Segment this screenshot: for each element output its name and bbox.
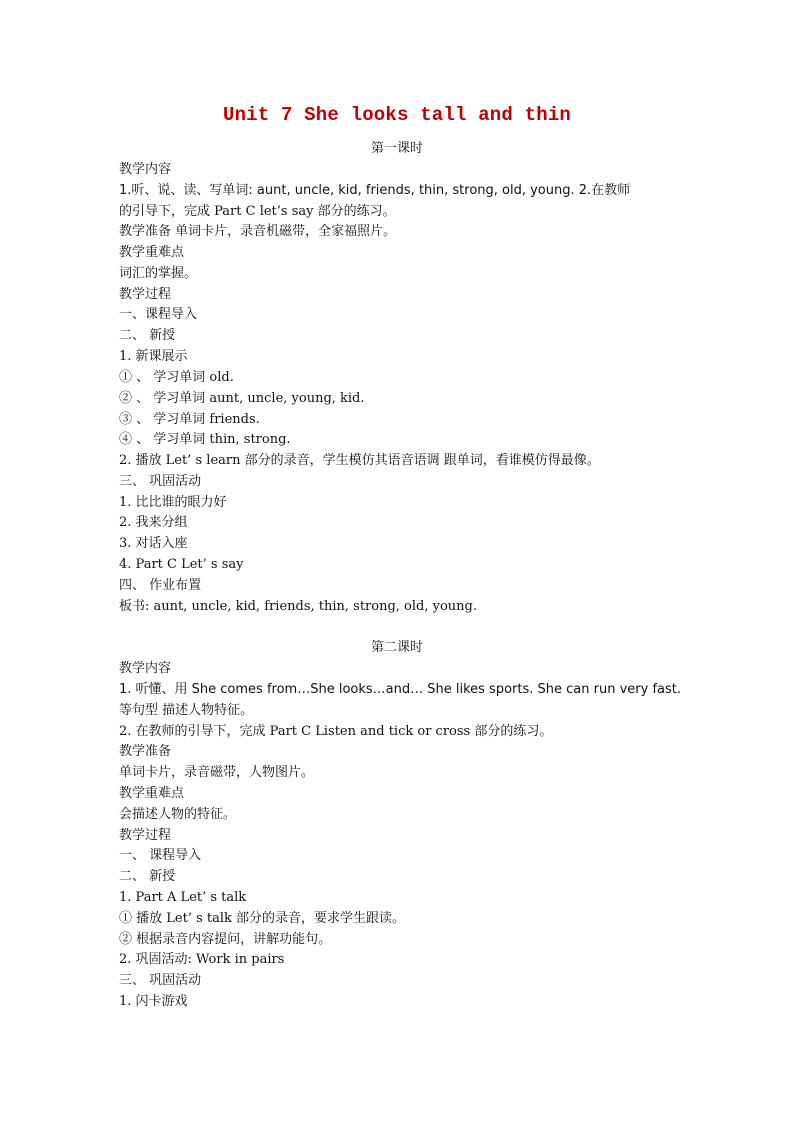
- lesson1-word2: ② 、 学习单词 aunt, uncle, young, kid.: [119, 391, 365, 406]
- lesson2-talk1: ① 播放 Let’ s talk 部分的录音，要求学生跟读。: [119, 911, 406, 926]
- lesson2-content-line1: 1. 听懂、用 She comes from…She looks…and… She likes sports. She can run very fast.: [119, 682, 681, 697]
- lesson1-focus-label: 教学重难点: [119, 245, 185, 260]
- lesson1-process-label: 教学过程: [119, 287, 172, 302]
- lesson1-activity1: 1. 比比谁的眼力好: [119, 495, 227, 510]
- lesson1-step2: 二、 新授: [119, 328, 176, 343]
- lesson1-step2-2: 2. 播放 Let’ s learn 部分的录音，学生模仿其语音语调 跟单词，看谁模仿得最像。: [119, 453, 600, 468]
- lesson2-step2-1: 1. Part A Let’ s talk: [119, 890, 247, 905]
- lesson1-step4: 四、 作业布置: [119, 578, 202, 593]
- lesson1-content-label: 教学内容: [119, 162, 172, 177]
- lesson2-content-line2: 等句型 描述人物特征。: [119, 703, 254, 718]
- lesson2-prep: 单词卡片，录音磁带，人物图片。: [119, 765, 315, 780]
- lesson2-heading: 第二课时: [370, 640, 423, 655]
- lesson1-board: 板书: aunt, uncle, kid, friends, thin, strong, old, young.: [119, 599, 477, 614]
- lesson2-focus-label: 教学重难点: [119, 786, 185, 801]
- lesson1-activity2: 2. 我来分组: [119, 515, 188, 530]
- lesson1-focus: 词汇的掌握。: [119, 266, 198, 281]
- lesson1-word4: ④ 、 学习单词 thin, strong.: [119, 432, 291, 447]
- lesson1-activity4: 4. Part C Let’ s say: [119, 557, 244, 572]
- lesson1-word3: ③ 、 学习单词 friends.: [119, 412, 260, 427]
- lesson1-content-line2: 的引导下，完成 Part C let’s say 部分的练习。: [119, 204, 396, 219]
- lesson1-word1: ① 、 学习单词 old.: [119, 370, 234, 385]
- lesson2-content-label: 教学内容: [119, 661, 172, 676]
- lesson1-step2-1: 1. 新课展示: [119, 349, 188, 364]
- lesson2-step2: 二、 新授: [119, 869, 176, 884]
- lesson1-heading: 第一课时: [370, 141, 423, 156]
- lesson2-talk2: ② 根据录音内容提问，讲解功能句。: [119, 932, 332, 947]
- lesson2-content-line3: 2. 在教师的引导下，完成 Part C Listen and tick or cross 部分的练习。: [119, 724, 553, 739]
- lesson2-step2-2: 2. 巩固活动: Work in pairs: [119, 952, 285, 967]
- lesson2-step1: 一、 课程导入: [119, 848, 202, 863]
- lesson1-step1: 一、课程导入: [119, 307, 198, 322]
- lesson1-step3: 三、 巩固活动: [119, 474, 202, 489]
- lesson2-focus: 会描述人物的特征。: [119, 807, 237, 822]
- lesson2-activity1: 1. 闪卡游戏: [119, 994, 188, 1009]
- lesson2-process-label: 教学过程: [119, 828, 172, 843]
- lesson2-prep-label: 教学准备: [119, 744, 172, 759]
- lesson2-step3: 三、 巩固活动: [119, 973, 202, 988]
- lesson1-activity3: 3. 对话入座: [119, 536, 188, 551]
- lesson1-content-line1: 1.听、说、读、写单词: aunt, uncle, kid, friends, thin, strong, old, young. 2.在教师: [119, 183, 631, 198]
- lesson1-prep: 教学准备 单词卡片，录音机磁带，全家福照片。: [119, 224, 397, 239]
- document-title: Unit 7 She looks tall and thin: [222, 104, 572, 126]
